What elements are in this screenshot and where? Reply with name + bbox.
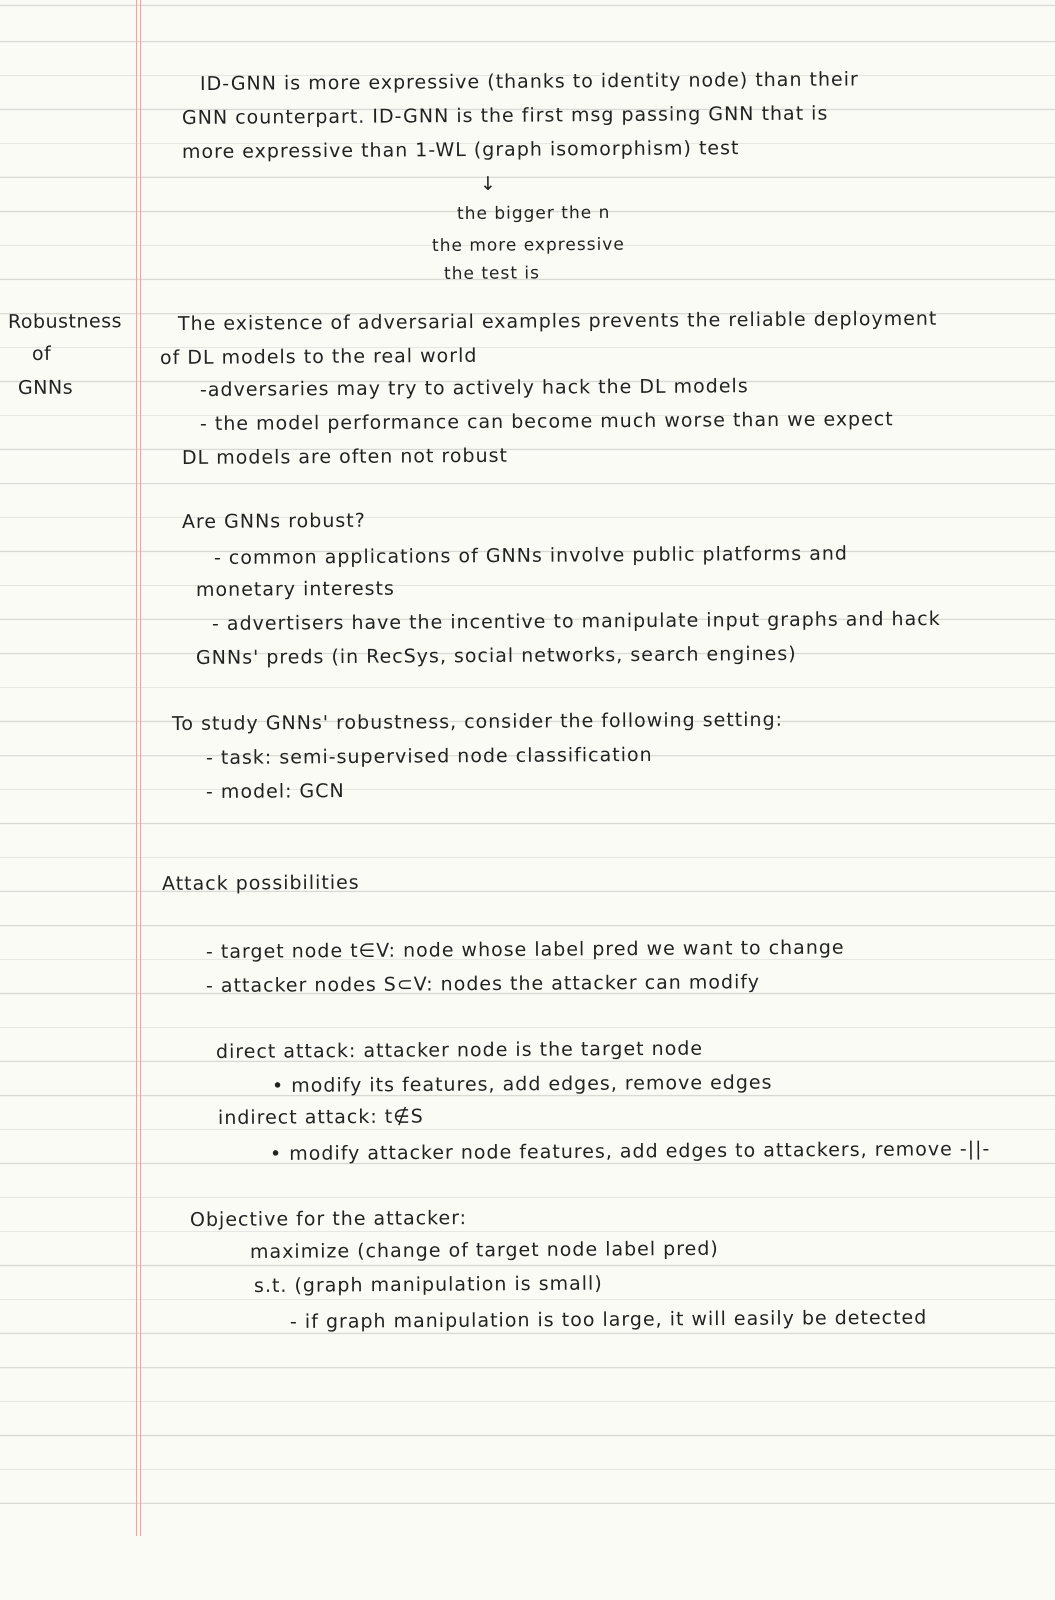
direct-attack: direct attack: attacker node is the target node [215,1037,704,1063]
study-line-1: To study GNNs' robustness, consider the following setting: [171,708,784,735]
idgnn-line-2: GNN counterpart. ID-GNN is the first msg passing GNN that is [181,102,829,129]
robustness-bullet-1: -adversaries may try to actively hack the DL models [199,375,749,401]
idgnn-note-2: the more expressive [431,234,625,256]
attack-target: - target node t∈V: node whose label pred we want to change [205,936,845,963]
are-gnns-robust-bullet-2a: - advertisers have the incentive to manipulate input graphs and hack [211,607,941,635]
study-task: - task: semi-supervised node classification [205,743,653,769]
attack-heading: Attack possibilities [161,871,360,895]
objective-heading: Objective for the attacker: [189,1207,468,1231]
objective-line-1: maximize (change of target node label pred) [249,1237,719,1263]
margin-heading-line-2: of [31,342,52,365]
margin-line-inner [140,0,141,1536]
robustness-bullet-2: - the model performance can become much worse than we expect [199,408,894,435]
margin-heading-line-3: GNNs [17,376,74,399]
idgnn-note-3: the test is [443,263,541,284]
study-model: - model: GCN [205,780,345,803]
are-gnns-robust-bullet-2b: GNNs' preds (in RecSys, social networks, search engines) [195,642,797,669]
robustness-line-1: The existence of adversarial examples prevents the reliable deployment [177,307,938,335]
margin-heading-line-1: Robustness [7,310,123,333]
down-arrow-icon: ↓ [479,172,497,195]
idgnn-line-3: more expressive than 1-WL (graph isomorphism) test [181,137,740,163]
are-gnns-robust-bullet-1a: - common applications of GNNs involve public platforms and [213,542,848,569]
indirect-attack: indirect attack: t∉S [217,1105,424,1129]
attack-attacker: - attacker nodes S⊂V: nodes the attacker can modify [205,971,761,997]
are-gnns-robust-heading: Are GNNs robust? [181,509,366,533]
objective-line-2: s.t. (graph manipulation is small) [253,1272,603,1297]
bottom-blank-strip [0,1536,1055,1600]
margin-line [136,0,137,1536]
idgnn-note-1: the bigger the n [456,202,611,224]
robustness-line-2: of DL models to the real world [159,344,478,369]
objective-line-3: - if graph manipulation is too large, it will easily be detected [289,1306,928,1333]
are-gnns-robust-bullet-1b: monetary interests [195,577,395,601]
robustness-line-3: DL models are often not robust [181,444,509,469]
idgnn-line-1: ID-GNN is more expressive (thanks to identity node) than their [199,68,859,95]
indirect-attack-detail: • modify attacker node features, add edges to attackers, remove -||- [269,1137,991,1165]
direct-attack-detail: • modify its features, add edges, remove edges [271,1071,773,1097]
